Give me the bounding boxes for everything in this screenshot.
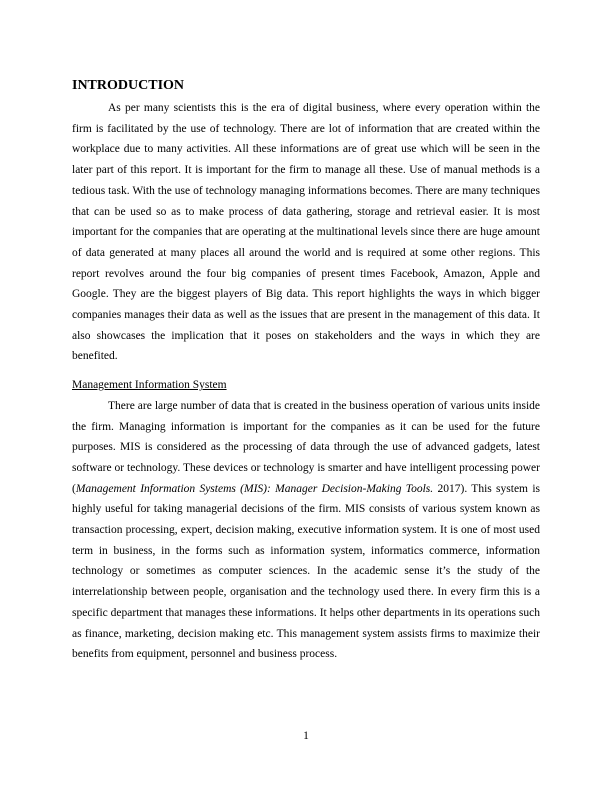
section-heading-introduction: INTRODUCTION — [72, 78, 185, 93]
mis-paragraph-part2: 2017). This system is highly useful for taking managerial decisions of the firm. MIS consists of various system known as transaction processing, expert, decision making, executive information system. It is one of most used term in business, in the forms such as information system, informatics commerce, information technology or sometimes as computer sciences. In the academic sense it’s the study of the interrelationship between people, organisation and the technology used there. In every firm this is a specific department that manages these informations. It helps other departments in its operations such as finance, marketing, decision making etc. This management system assists firms to maximize their benefits from equipment, personnel and business process. — [72, 482, 540, 661]
intro-paragraph: As per many scientists this is the era of digital business, where every operation within the firm is facilitated by the use of technology. There are lot of information that are created within the workplace due to many activities. All these informations are of great use which will be seen in the later part of this report. It is important for the firm to manage all these. Use of manual methods is a tedious task. With the use of technology managing informations becomes. There are many techniques that can be used so as to make process of data gathering, storage and retrieval easier. It is most important for the companies that are operating at the multinational levels since there are huge amount of data generated at many places all around the world and is required at some other regions. This report revolves around the four big companies of present times Facebook, Amazon, Apple and Google. They are the biggest players of Big data. This report highlights the ways in which bigger companies manages their data as well as the issues that are present in the management of this data. It also showcases the implication that it poses on stakeholders and the ways in which they are benefited. — [72, 102, 540, 363]
page-number: 1 — [303, 730, 309, 742]
document-page — [72, 76, 540, 665]
mis-paragraph-part1: There are large number of data that is created in the business operation of various units inside the firm. Managing information is important for the companies as it can be used for the future purposes. MIS is considered as the processing of data through the use of advanced gadgets, latest software or technology. These devices or technology is smarter and have intelligent processing power ( — [72, 399, 540, 495]
subheading-mis: Management Information System — [72, 379, 227, 392]
mis-citation-title: Management Information Systems (MIS): Manager Decision-Making Tools. — [75, 482, 434, 495]
mis-paragraph — [72, 396, 540, 665]
